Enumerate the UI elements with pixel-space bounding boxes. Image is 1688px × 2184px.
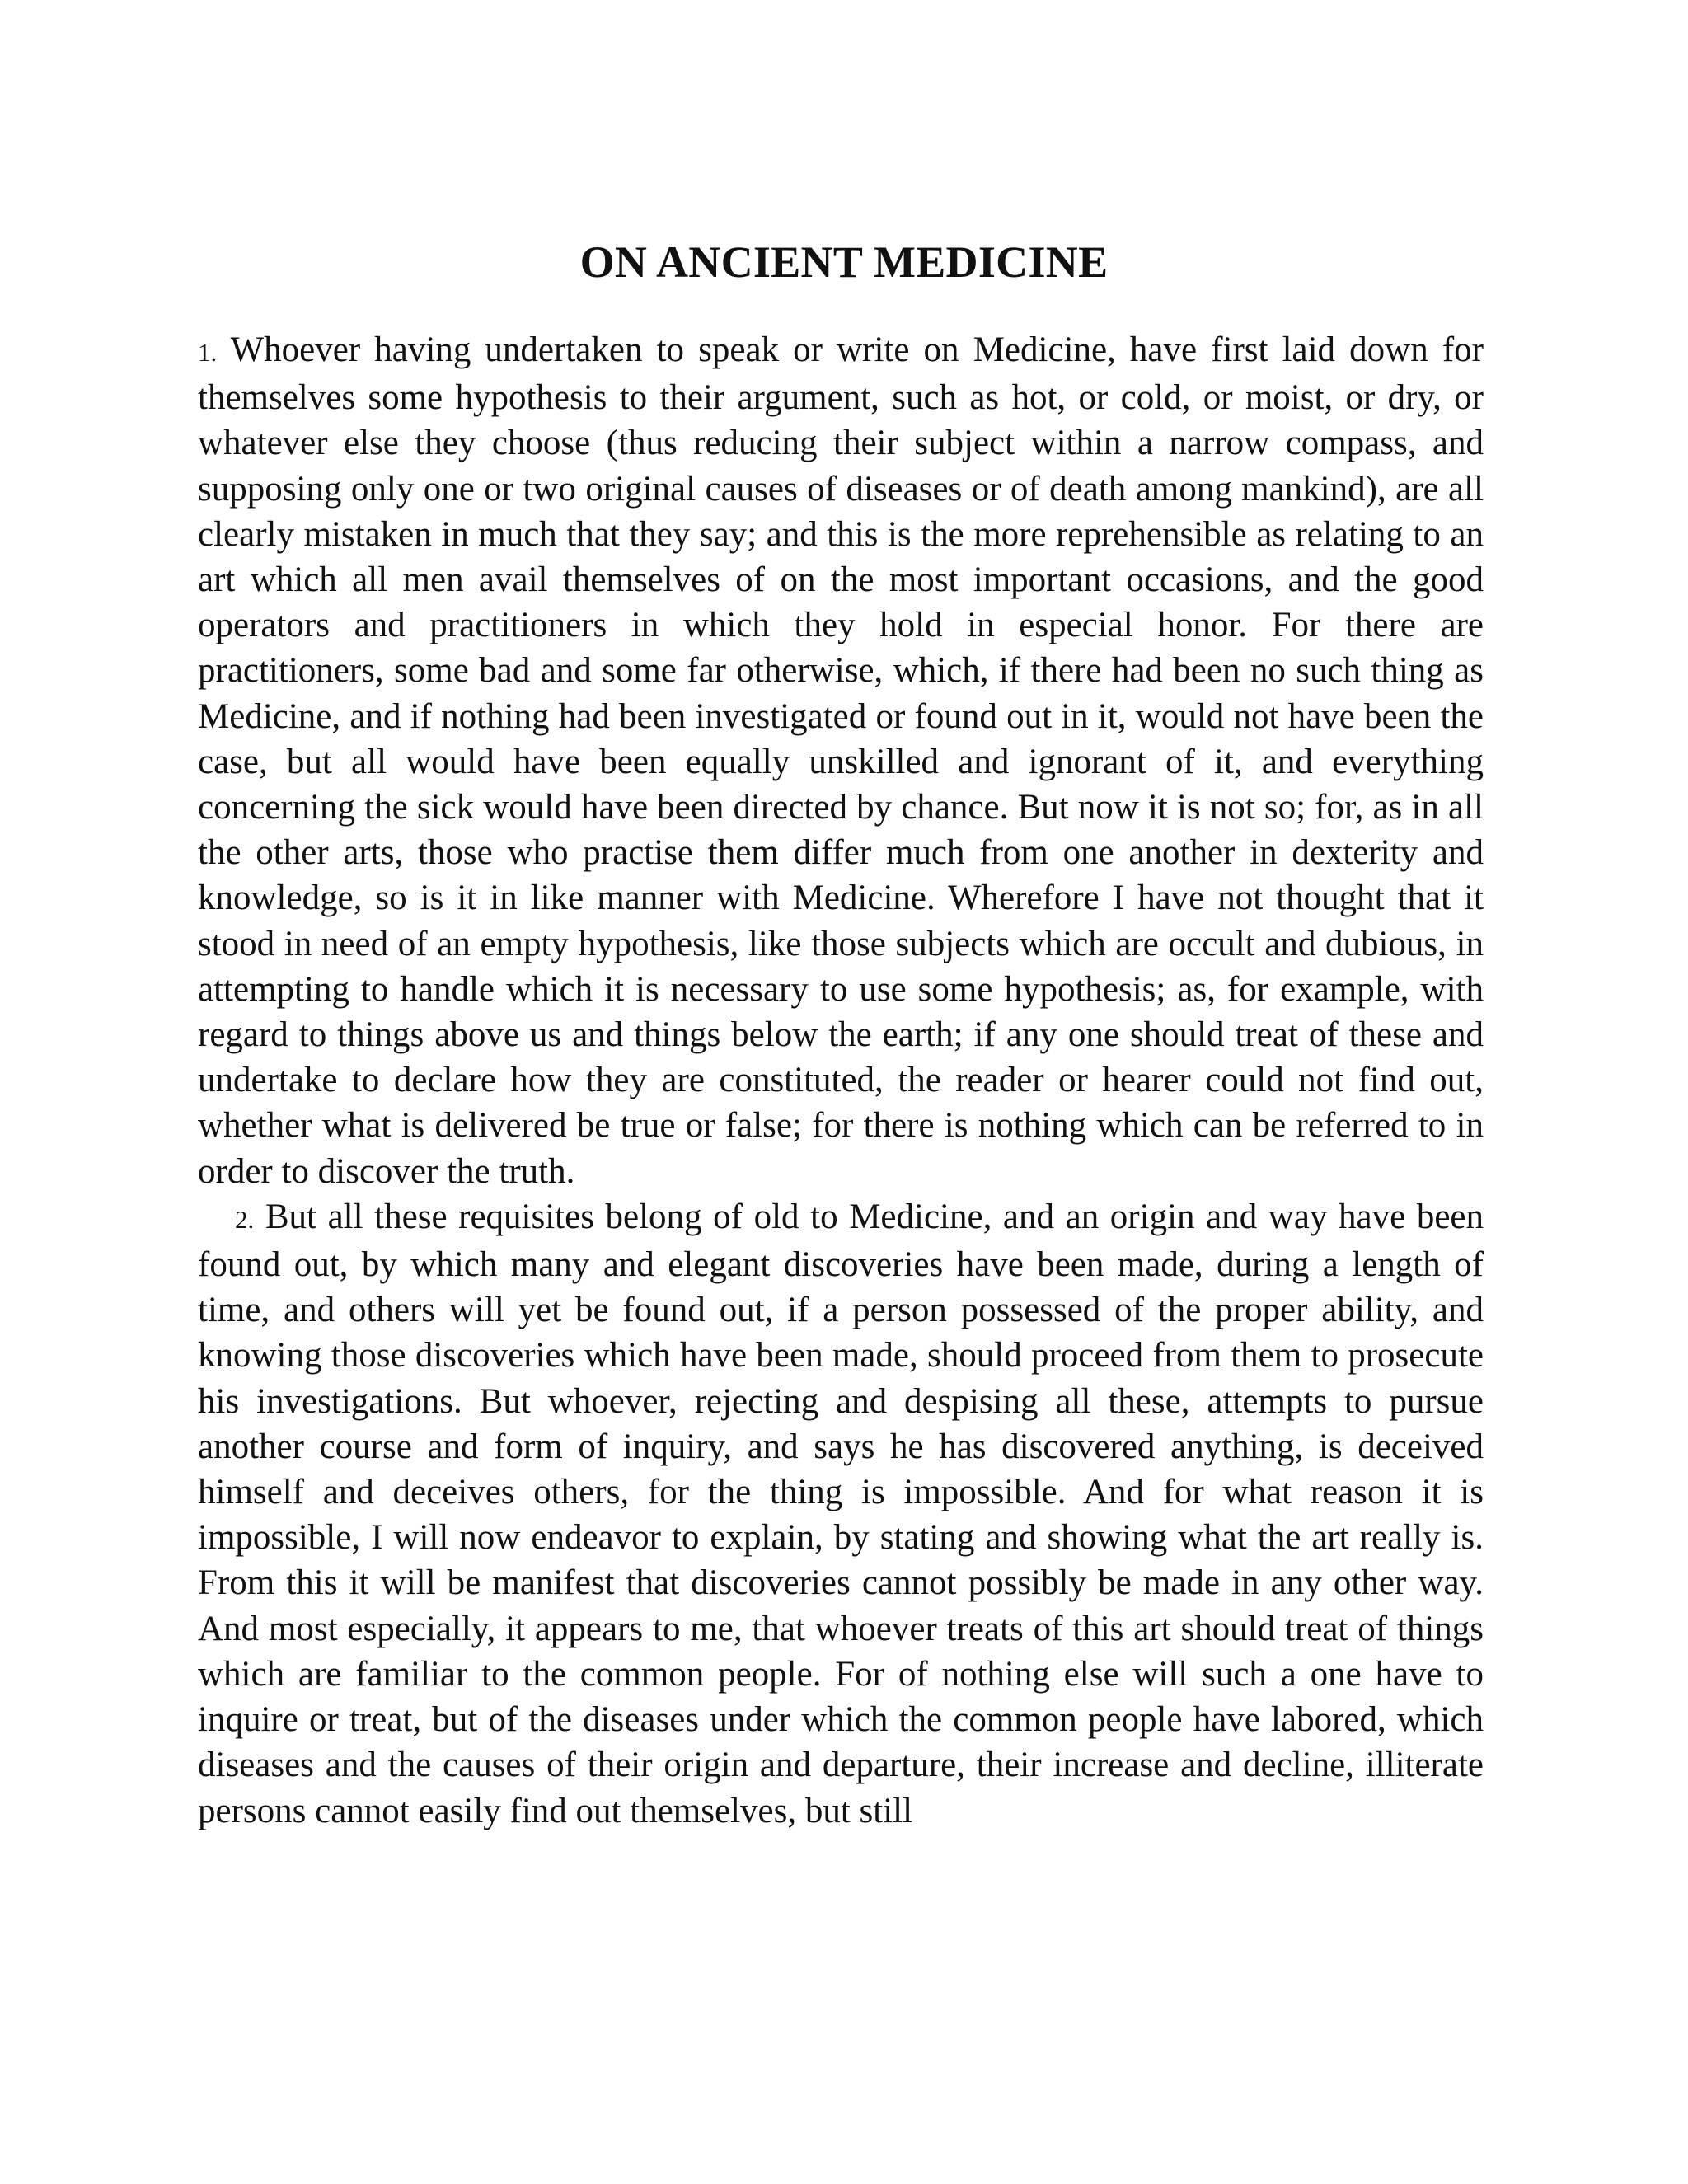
paragraph-text: Whoever having undertaken to speak or write on Medicine, have first laid down for themselves some hypothesis to their argument, such as hot, or cold, or moist, or dry, or whatever else they choose (thus reducing their subject within a narrow compass, and supposing only one or two original causes of diseases or of death among mankind), are all clearly mistaken in much that they say; and this is the more reprehensible as relating to an art which all men avail themselves of on the most important occasions, and the good operators and practitioners in which they hold in especial honor. For there are practitioners, some bad and some far otherwise, which, if there had been no such thing as Medicine, and if nothing had been investigated or found out in it, would not have been the case, but all would have been equally unskilled and ignorant of it, and everything concerning the sick would have been directed by chance. But now it is not so; for, as in all the other arts, those who practise them differ much from one another in dexterity and knowledge, so is it in like manner with Medicine. Wherefore I have not thought that it stood in need of an empty hypothesis, like those subjects which are occult and dubious, in attempting to handle which it is necessary to use some hypothesis; as, for example, with regard to things above us and things below the earth; if any one should treat of these and undertake to declare how they are constituted, the reader or hearer could not find out, whether what is delivered be true or false; for there is nothing which can be referred to in order to discover the truth. [198,330,1484,1191]
paragraph-text: But all these requisites belong of old to Medicine, and an origin and way have been found out, by which many and elegant discoveries have been made, during a length of time, and others will yet be found out, if a person possessed of the proper ability, and knowing those discoveries which have been made, should proceed from them to prosecute his investigations. But whoever, rejecting and despising all these, attempts to pursue another course and form of inquiry, and says he has discovered anything, is deceived himself and deceives others, for the thing is impossible. And for what reason it is impossible, I will now endeavor to explain, by stating and showing what the art really is. From this it will be manifest that discoveries cannot possibly be made in any other way. And most especially, it appears to me, that whoever treats of this art should treat of things which are familiar to the common people. For of nothing else will such a one have to inquire or treat, but of the diseases under which the common people have labored, which diseases and the causes of their origin and departure, their increase and decline, illiterate persons cannot easily find out themselves, but still [198,1197,1484,1830]
paragraph-2 [198,1194,1484,1834]
paragraph-number: 2. [235,1204,255,1234]
body-text [198,327,1484,1834]
paragraph-1 [198,327,1484,1194]
paragraph-number: 1. [198,338,218,367]
page-title: ON ANCIENT MEDICINE [579,237,1109,287]
